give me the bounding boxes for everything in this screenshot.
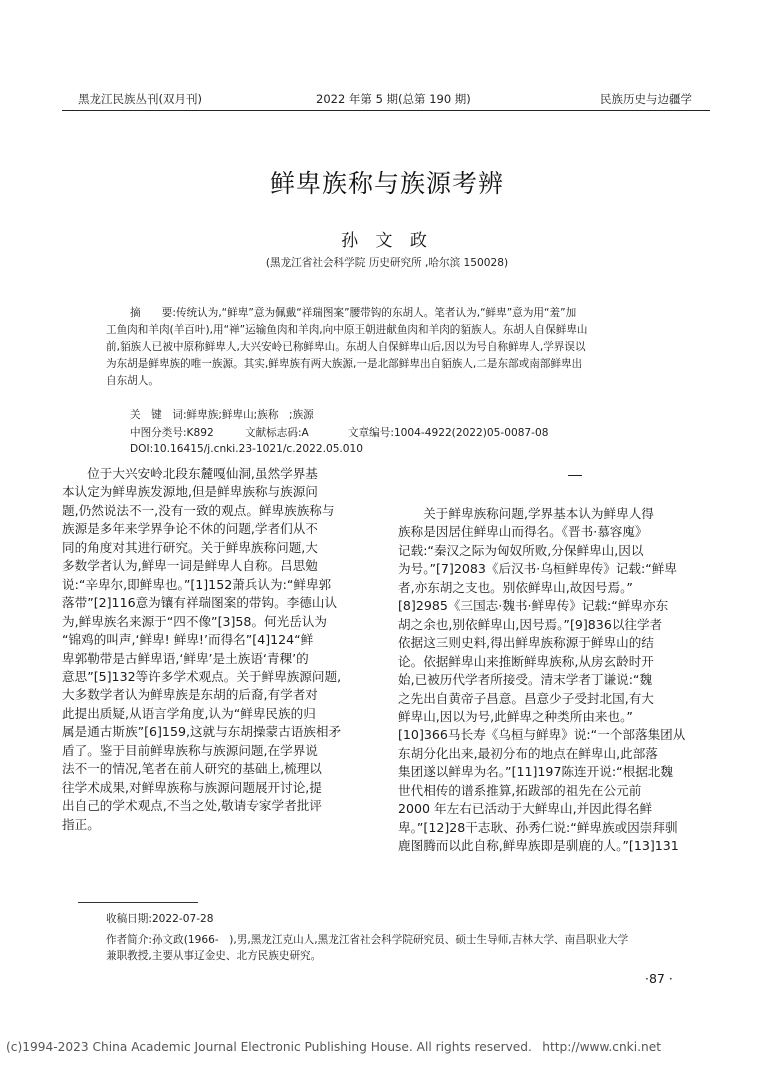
abstract-line: 摘 要:传统认为,“鲜卑”意为佩戴“祥瑞图案”腰带钩的东胡人。笔者认为,“鲜卑”意为用“羞”加 [130,307,577,319]
abstract [106,305,666,390]
body-line: 依据这三则史料,得出鲜卑族称源于鲜卑山的结 [398,635,654,651]
abstract-line: 自东胡人。 [106,374,159,387]
body-line: 卑郭勒带是古鲜卑语,‘鲜卑’是土族语‘青稞’的 [62,650,309,666]
body-line: 东胡分化出来,最初分布的地点在鲜卑山,此部落 [398,745,658,761]
doi: DOI:10.16415/j.cnki.23-1021/c.2022.05.010 [130,443,364,455]
keywords: 关 键 词:鲜卑族;鲜卑山;族称 ;族源 [130,409,314,421]
clc-number: 中图分类号:K892 [130,427,214,439]
body-line: 往学术成果,对鲜卑族称与族源问题展开讨论,提 [62,779,322,795]
body-line: 此提出质疑,从语言学角度,认为“鲜卑民族的归 [62,705,316,721]
abstract-line: 工鱼肉和羊肉(羊百叶),用“禅”运输鱼肉和羊肉,向中原王朝进献鱼肉和羊肉的貊族人。东胡人自保鲜卑山 [106,323,588,336]
body-line: 出自己的学术观点,不当之处,敬请专家学者批评 [62,798,322,814]
body-line: 盾了。鉴于目前鲜卑族称与族源问题,在学界说 [62,742,318,758]
body-line: 法不一的情况,笔者在前人研究的基础上,梳理以 [62,761,322,777]
author-name: 孙 文 政 [341,231,433,251]
body-line: 族称是因居住鲜卑山而得名。《晋书·慕容廆》 [398,524,648,540]
body-line: 指正。 [62,816,100,832]
author-affiliation: (黑龙江省社会科学院 历史研究所 ,哈尔滨 150028) [265,257,509,269]
body-line: 属是通古斯族”[6]159,这就与东胡操蒙古语族相矛 [62,724,342,740]
body-line: 同的角度对其进行研究。关于鲜卑族称问题,大 [62,539,318,555]
body-line: 为,鲜卑族名来源于“四不像”[3]58。何光岳认为 [62,613,328,629]
body-right-column [398,505,710,856]
abstract-line: 为东胡是鲜卑族的唯一族源。其实,鲜卑族有两大族源,一是北部鲜卑出自貊族人,二是东部或南部鲜卑出 [106,357,583,370]
document-code: 文献标志码:A [245,427,309,439]
article-title: 鲜卑族称与族源考辨 [269,169,504,198]
body-line: 位于大兴安岭北段东麓嘎仙洞,虽然学界基 [62,466,318,481]
body-line: 关于鲜卑族称问题,学界基本认为鲜卑人得 [398,506,654,521]
body-line: 集团遂以鲜卑为名。”[11]197陈连开说:“根据北魏 [398,764,673,780]
body-line: 多数学者认为,鲜卑一词是鲜卑人自称。吕思勉 [62,558,318,574]
author-bio-continued: 兼职教授,主要从事辽金史、北方民族史研究。 [106,950,322,962]
body-line: 之先出自黄帝子昌意。昌意少子受封北国,有大 [398,690,654,706]
body-line: 说:“辛卑尔,即鲜卑也。”[1]152萧兵认为:“鲜卑郭 [62,576,332,592]
issue-info: 2022 年第 5 期(总第 190 期) [316,92,471,106]
body-line: “锦鸡的叫声,‘鲜卑! 鲜卑!’而得名”[4]124“鲜 [62,632,314,648]
body-line: 鹿图腾而以此自称,鲜卑族即是驯鹿的人。”[13]131 [398,838,679,854]
section-name: 民族历史与边疆学 [600,92,692,106]
body-line: 本认定为鲜卑族发源地,但是鲜卑族称与族源问 [62,484,318,500]
body-line: 者,亦东胡之支也。别依鲜卑山,故因号焉。” [398,579,633,595]
article-number: 文章编号:1004-4922(2022)05-0087-08 [348,427,549,439]
body-line: 论。依据鲜卑山来推断鲜卑族称,从房玄龄时开 [398,653,654,669]
body-line: 大多数学者认为鲜卑族是东胡的后裔,有学者对 [62,687,318,703]
body-line: 为号。”[7]2083《后汉书·乌桓鲜卑传》记载:“鲜卑 [398,561,677,577]
cnki-link[interactable]: http://www.cnki.net [542,1040,661,1054]
body-line: 族源是多年来学界争论不休的问题,学者们从不 [62,521,318,537]
body-line: 鲜卑山,因以为号,此鲜卑之种类所由来也。” [398,708,633,724]
body-line: 记载:“秦汉之际为匈奴所败,分保鲜卑山,因以 [398,542,644,558]
body-line: 世代相传的谱系推算,拓跋部的祖先在公元前 [398,782,642,798]
body-line: [10]366马长寿《乌桓与鲜卑》说:“一个部落集团从 [398,727,686,743]
abstract-line: 前,貊族人已被中原称鲜卑人,大兴安岭已称鲜卑山。东胡人自保鲜卑山后,因以为号自称鲜卑人,学界误以 [106,340,586,353]
body-line: [8]2985《三国志·魏书·鲜卑传》记载:“鲜卑亦东 [398,598,669,614]
body-line: 胡之余也,别依鲜卑山,因号焉。”[9]836以往学者 [398,616,663,632]
body-line: 落带”[2]116意为镶有祥瑞图案的带钩。李德山认 [62,595,338,611]
body-line: 题,仍然说法不一,没有一致的观点。鲜卑族族称与 [62,502,335,518]
body-line: 2000 年左右已活动于大鲜卑山,并因此得名鲜 [398,801,653,817]
journal-name: 黑龙江民族丛刊(双月刊) [78,92,202,106]
body-line: 始,已被历代学者所接受。清末学者丁谦说:“魏 [398,672,653,688]
section-number-one [568,475,582,476]
author-bio: 作者简介:孙文政(1966- ),男,黑龙江克山人,黑龙江省社会科学院研究员、硕士生导师,吉林大学、南昌职业大学 [106,934,629,946]
body-line: 卑。”[12]28干志耿、孙秀仁说:“鲜卑族或因崇拜驯 [398,819,678,835]
copyright-notice: (c)1994-2023 China Academic Journal Electronic Publishing House. All rights reserved. [6,1040,532,1054]
page-number: ·87 · [645,971,673,986]
received-date: 收稿日期:2022-07-28 [106,913,214,925]
footnote-rule [78,902,198,903]
header-rule [62,110,710,111]
body-line: 意思”[5]132等许多学术观点。关于鲜卑族源问题, [62,668,342,684]
body-left-column [62,465,387,834]
